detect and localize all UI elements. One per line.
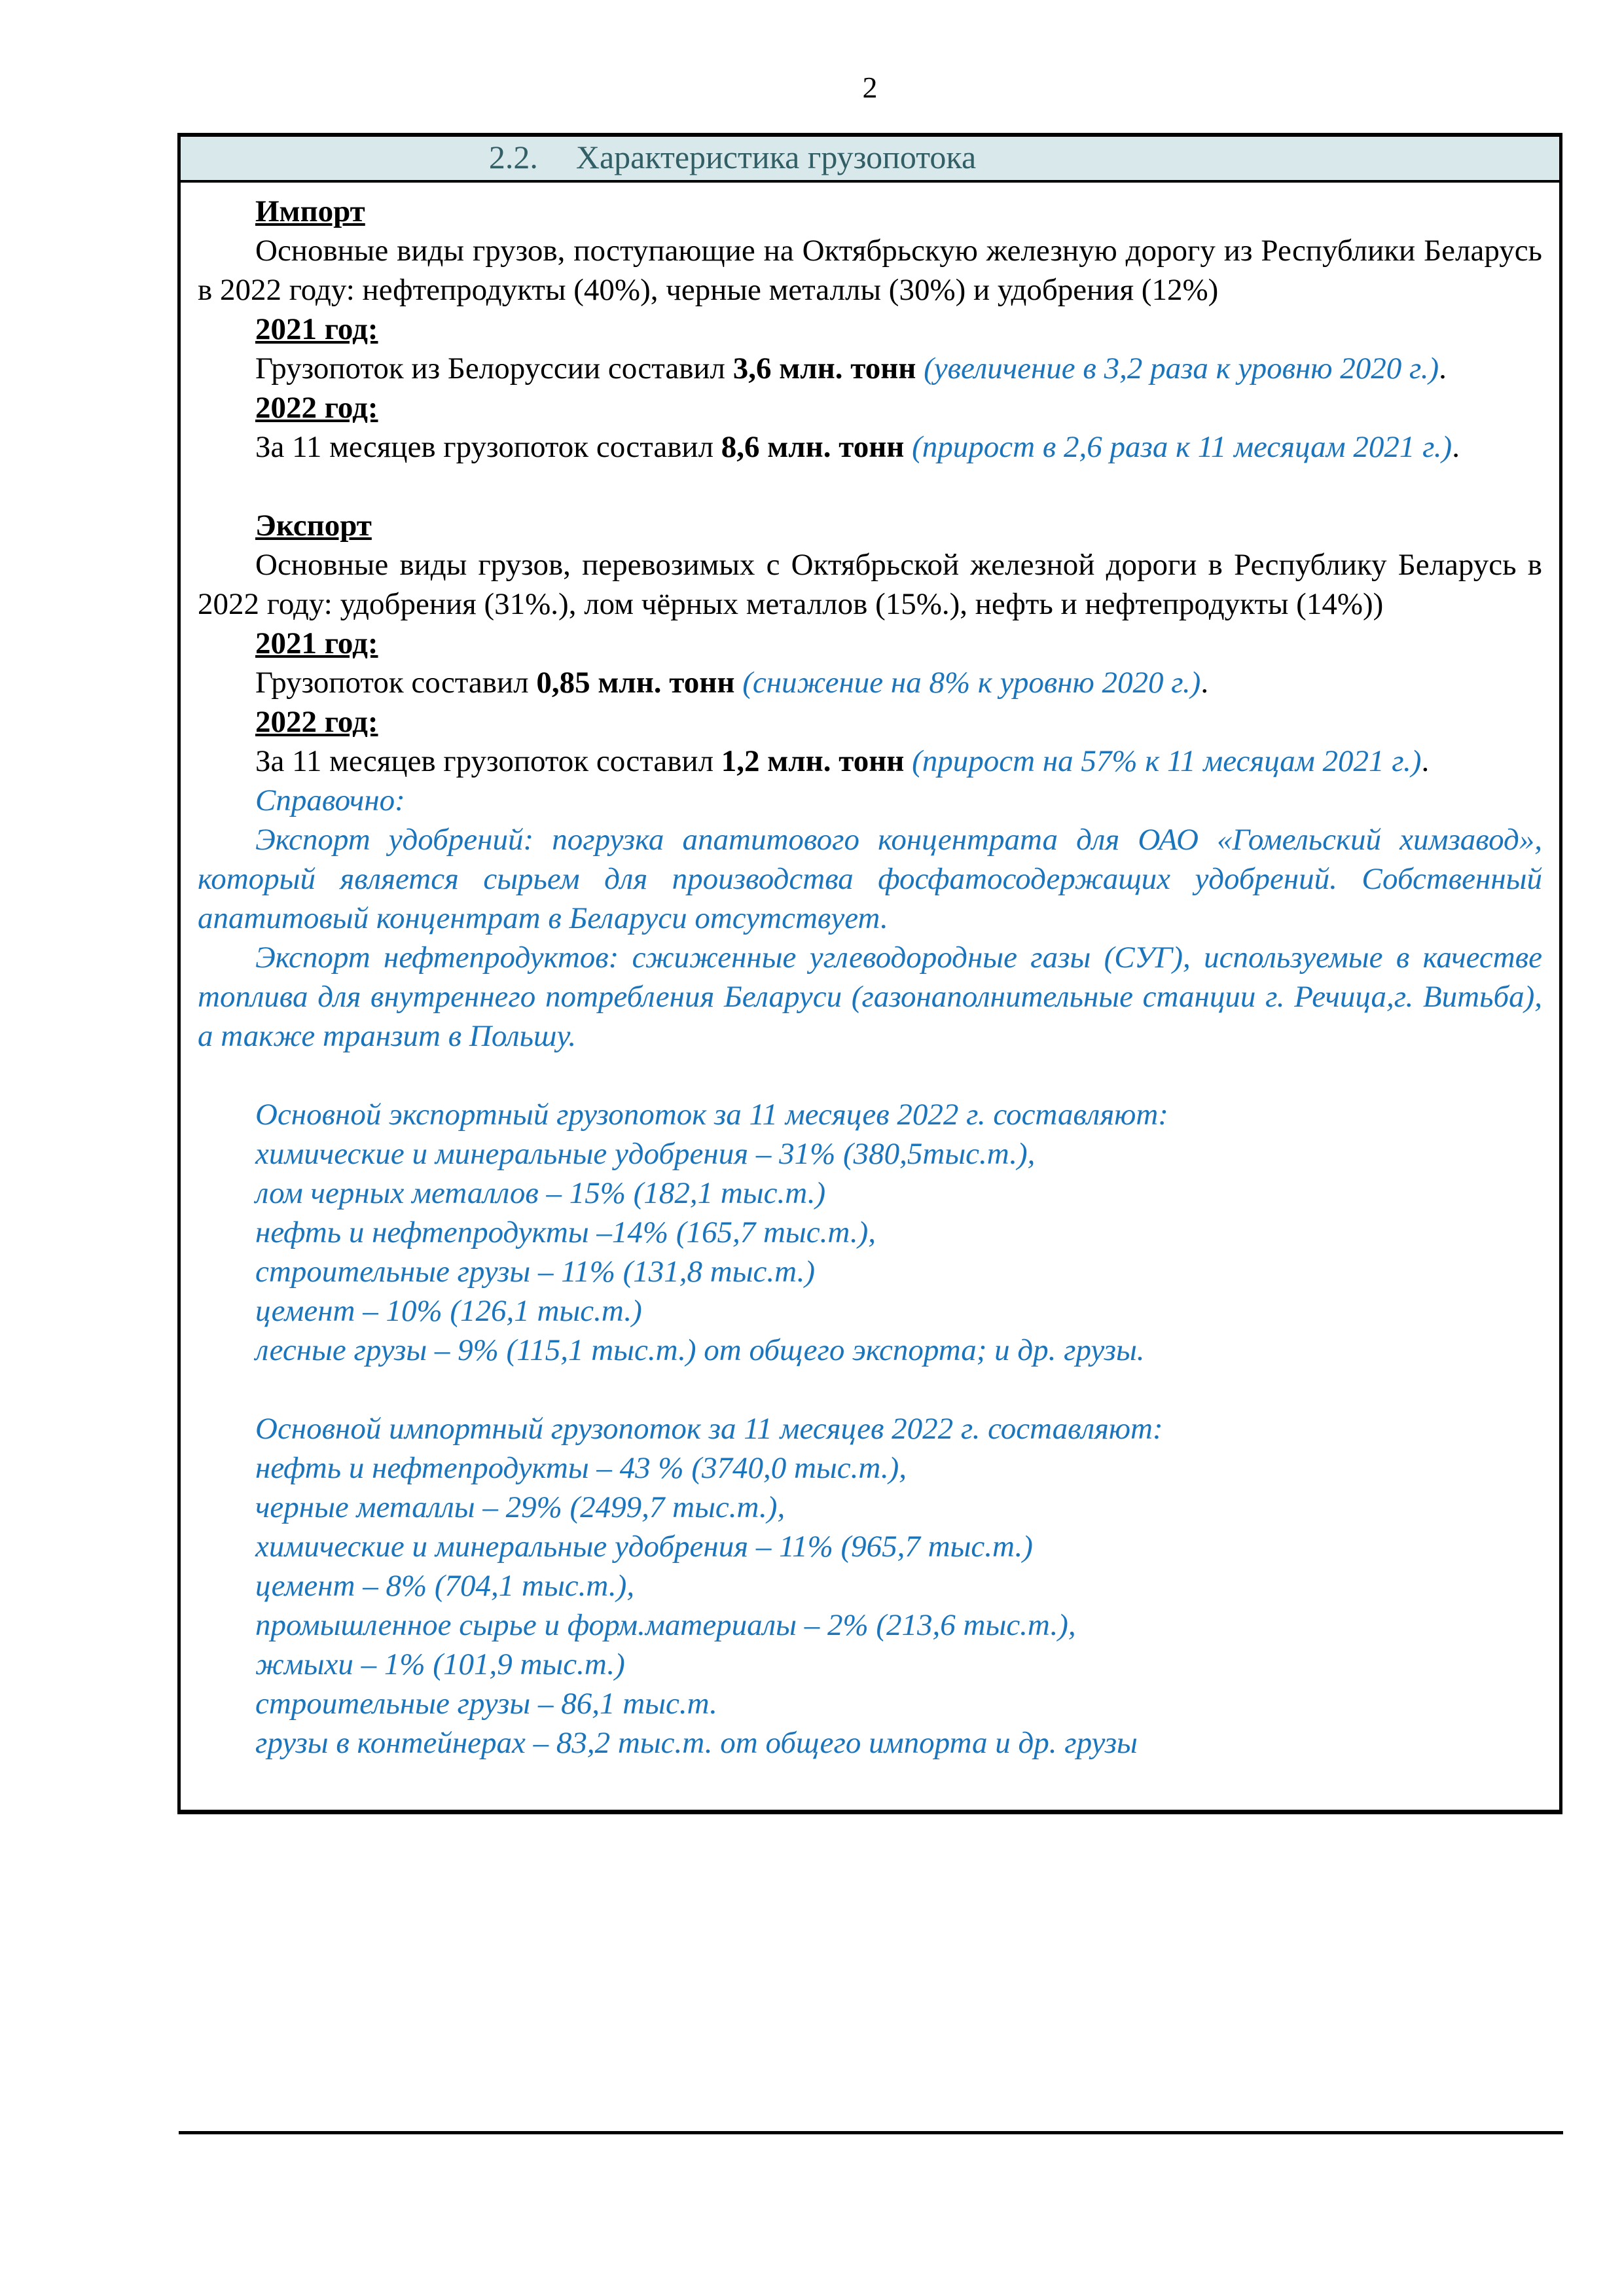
page-number: 2 xyxy=(862,71,878,104)
list-line xyxy=(198,1605,1542,1645)
body-paragraph xyxy=(198,545,1542,624)
body-paragraph xyxy=(198,231,1542,310)
year-heading xyxy=(198,388,1542,427)
blank-line xyxy=(198,1056,1542,1095)
list-line xyxy=(198,1174,1542,1213)
list-line xyxy=(198,1331,1542,1370)
text-segment: . xyxy=(1452,430,1460,464)
list-line xyxy=(198,1252,1542,1291)
text-segment: промышленное сырье и форм.материалы – 2% (213,6 тыс.т.), xyxy=(255,1608,1076,1642)
text-segment: За 11 месяцев грузопоток составил xyxy=(255,430,721,464)
section-title: Характеристика грузопотока xyxy=(575,139,977,175)
blank-line xyxy=(198,467,1542,506)
text-segment: (прирост в 2,6 раза к 11 месяцам 2021 г.) xyxy=(912,430,1453,464)
list-line xyxy=(198,1134,1542,1174)
text-segment: Справочно: xyxy=(255,783,405,817)
text-segment: 2021 год: xyxy=(255,312,378,346)
year-heading xyxy=(198,702,1542,742)
note-heading xyxy=(198,781,1542,820)
year-heading xyxy=(198,624,1542,663)
list-line xyxy=(198,1723,1542,1763)
text-segment: цемент – 8% (704,1 тыс.т.), xyxy=(255,1569,635,1603)
body-paragraph xyxy=(198,663,1542,702)
list-intro-import xyxy=(198,1409,1542,1448)
list-line xyxy=(198,1488,1542,1527)
text-segment: Грузопоток из Белоруссии составил xyxy=(255,351,733,386)
list-line xyxy=(198,1448,1542,1488)
text-segment: Основные виды грузов, поступающие на Октябрьскую железную дорогу из Республики Беларусь в 2022 году: нефтепродукты (40%), черные металлы (30%) и удобрения (12%) xyxy=(198,234,1542,307)
list-line xyxy=(198,1566,1542,1605)
body-paragraph xyxy=(198,427,1542,467)
text-segment: 8,6 млн. тонн xyxy=(721,430,912,464)
body-paragraph xyxy=(198,742,1542,781)
year-heading xyxy=(198,310,1542,349)
text-segment: За 11 месяцев грузопоток составил xyxy=(255,744,721,778)
note-paragraph xyxy=(198,938,1542,1056)
document-body xyxy=(181,183,1559,1810)
heading-import xyxy=(198,192,1542,231)
text-segment: 3,6 млн. тонн xyxy=(732,351,924,386)
text-segment: Экспорт удобрений: погрузка апатитового концентрата для ОАО «Гомельский химзавод», который является сырьем для производства фосфатосодержащих удобрений. Собственный апатитовый концентрат в Беларуси отсутствует. xyxy=(198,823,1542,935)
text-segment: 2022 год: xyxy=(255,391,378,425)
text-segment: (прирост на 57% к 11 месяцам 2021 г.) xyxy=(912,744,1422,778)
text-segment: нефть и нефтепродукты –14% (165,7 тыс.т.), xyxy=(255,1215,876,1249)
text-segment: Грузопоток составил xyxy=(255,666,537,700)
text-segment: черные металлы – 29% (2499,7 тыс.т.), xyxy=(255,1490,785,1524)
text-segment: (увеличение в 3,2 раза к уровню 2020 г.) xyxy=(924,351,1439,386)
list-line xyxy=(198,1213,1542,1252)
text-segment: (снижение на 8% к уровню 2020 г.) xyxy=(742,666,1201,700)
footer-separator-line xyxy=(179,2131,1563,2134)
text-segment: Основной экспортный грузопоток за 11 месяцев 2022 г. составляют: xyxy=(255,1098,1168,1132)
blank-line xyxy=(198,1370,1542,1409)
text-segment: . xyxy=(1439,351,1447,386)
text-segment: Экспорт нефтепродуктов: сжиженные углеводородные газы (СУГ), используемые в качестве топлива для внутреннего потребления Беларуси (газонаполнительные станции г. Речица,г. Витьба), а также транзит в Польшу. xyxy=(198,941,1542,1053)
list-line xyxy=(198,1291,1542,1331)
text-segment: нефть и нефтепродукты – 43 % (3740,0 тыс.т.), xyxy=(255,1451,907,1485)
text-segment: грузы в контейнерах – 83,2 тыс.т. от общего импорта и др. грузы xyxy=(255,1726,1138,1760)
body-paragraph xyxy=(198,349,1542,388)
text-segment: строительные грузы – 11% (131,8 тыс.т.) xyxy=(255,1255,816,1289)
heading-export xyxy=(198,506,1542,545)
text-segment: 0,85 млн. тонн xyxy=(536,666,743,700)
text-segment: химические и минеральные удобрения – 31% (380,5тыс.т.), xyxy=(255,1137,1036,1171)
note-paragraph xyxy=(198,820,1542,938)
list-line xyxy=(198,1684,1542,1723)
text-segment: . xyxy=(1200,666,1209,700)
text-segment: жмыхи – 1% (101,9 тыс.т.) xyxy=(255,1647,625,1681)
text-segment: Экспорт xyxy=(255,509,372,543)
text-segment: Основной импортный грузопоток за 11 месяцев 2022 г. составляют: xyxy=(255,1412,1163,1446)
characteristics-table xyxy=(177,133,1562,1814)
text-segment: 2022 год: xyxy=(255,705,378,739)
text-segment: цемент – 10% (126,1 тыс.т.) xyxy=(255,1294,642,1328)
text-segment: химические и минеральные удобрения – 11% (965,7 тыс.т.) xyxy=(255,1530,1033,1564)
text-segment: строительные грузы – 86,1 тыс.т. xyxy=(255,1687,717,1721)
text-segment: Импорт xyxy=(255,194,365,228)
section-header-cell xyxy=(181,137,1559,183)
list-line xyxy=(198,1645,1542,1684)
text-segment: 2021 год: xyxy=(255,626,378,660)
text-segment: . xyxy=(1421,744,1430,778)
text-segment: лесные грузы – 9% (115,1 тыс.т.) от общего экспорта; и др. грузы. xyxy=(255,1333,1145,1367)
section-number: 2.2. xyxy=(488,139,538,175)
list-intro-export xyxy=(198,1095,1542,1134)
list-line xyxy=(198,1527,1542,1566)
text-segment: лом черных металлов – 15% (182,1 тыс.т.) xyxy=(255,1176,826,1210)
text-segment: Основные виды грузов, перевозимых с Октябрьской железной дороги в Республику Беларусь в 2022 году: удобрения (31%.), лом чёрных металлов (15%.), нефть и нефтепродукты (14%)) xyxy=(198,548,1542,621)
text-segment: 1,2 млн. тонн xyxy=(721,744,912,778)
